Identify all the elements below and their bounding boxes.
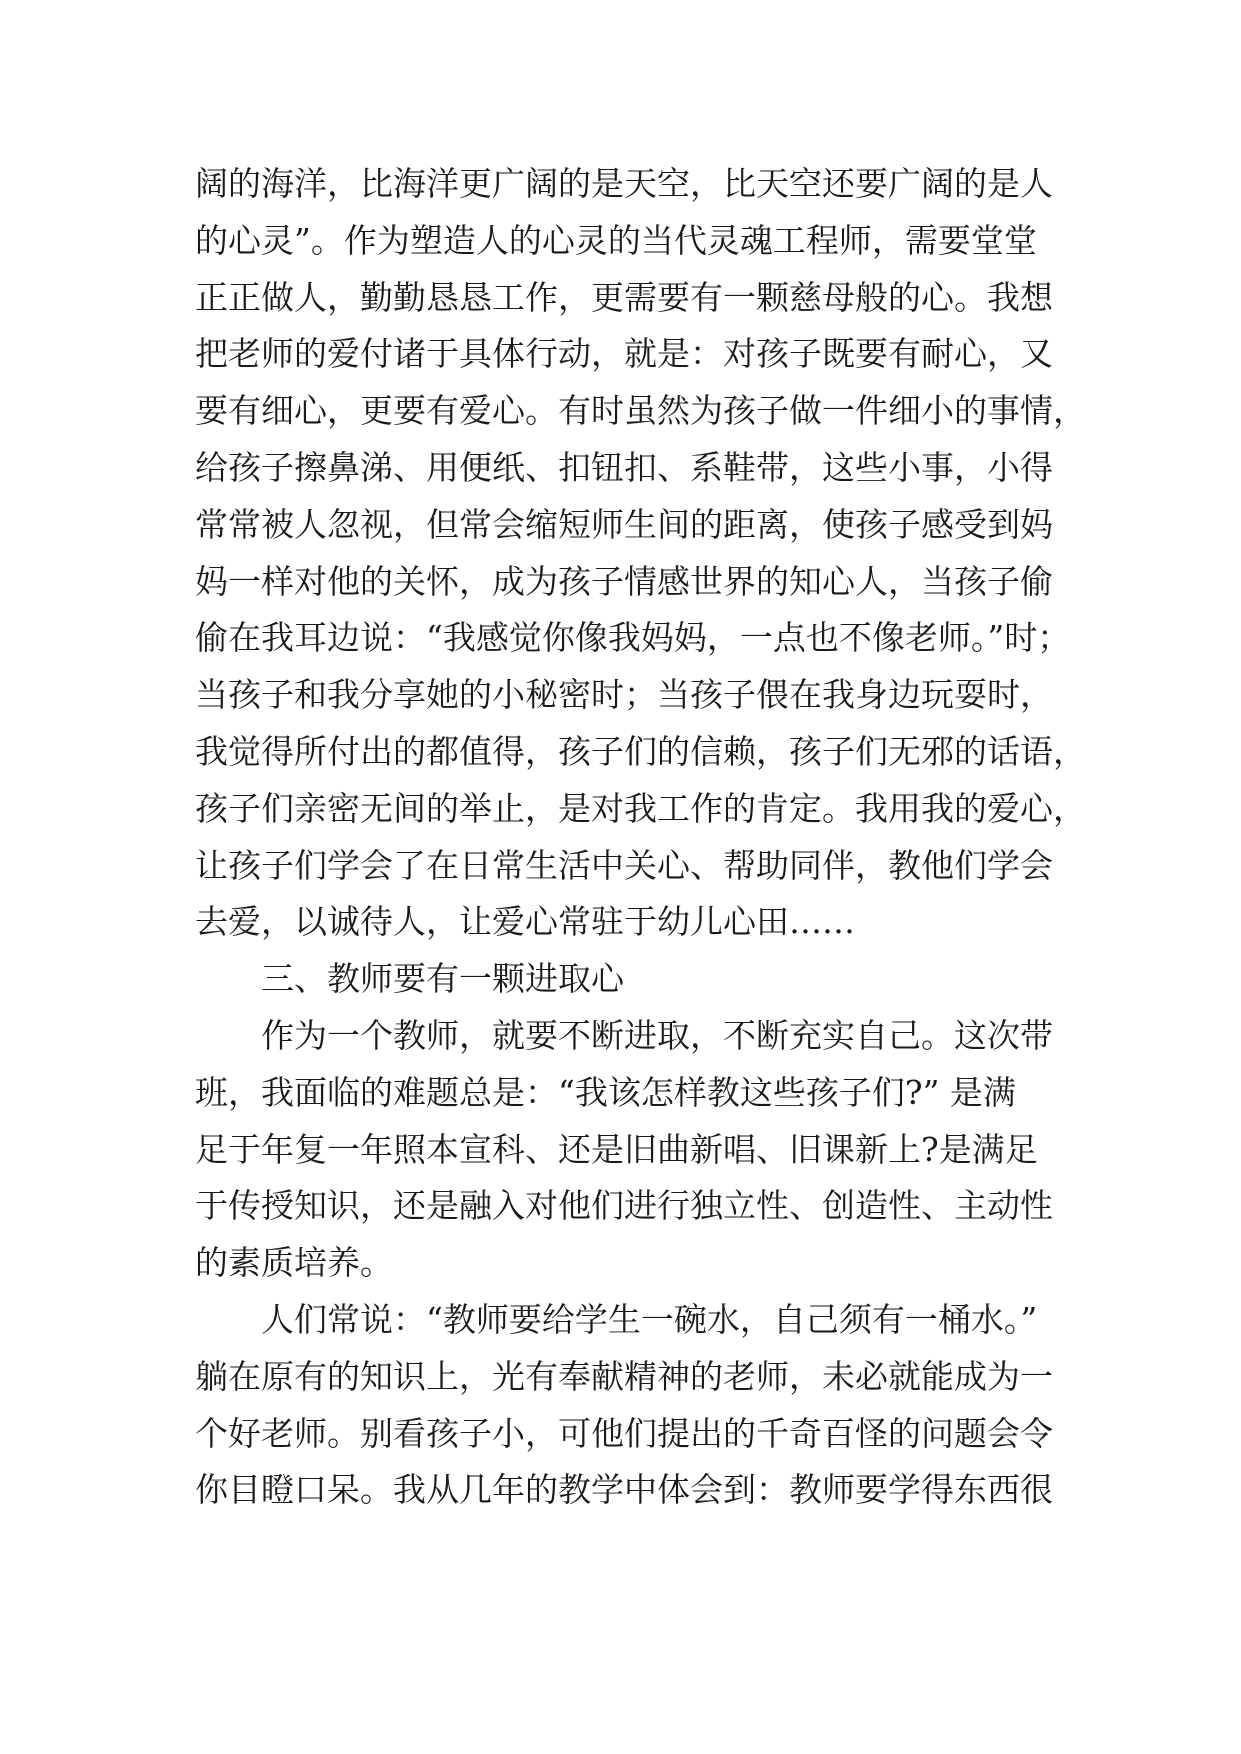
text-line: 足于年复一年照本宣科、还是旧曲新唱、旧课新上?是满足 [195, 1130, 1038, 1169]
text-line: 当孩子和我分享她的小秘密时；当孩子偎在我身边玩耍时， [195, 675, 1053, 714]
text-line: 人们常说：“教师要给学生一碗水，自己须有一桶水。” [261, 1300, 1038, 1339]
text-line: 妈一样对他的关怀，成为孩子情感世界的知心人，当孩子偷 [195, 562, 1053, 601]
section-heading: 三、教师要有一颗进取心 [261, 959, 624, 998]
text-line: 躺在原有的知识上，光有奉献精神的老师，未必就能成为一 [195, 1357, 1053, 1396]
text-line: 于传授知识，还是融入对他们进行独立性、创造性、主动性 [195, 1186, 1053, 1225]
text-line: 个好老师。别看孩子小，可他们提出的千奇百怪的问题会令 [195, 1414, 1053, 1453]
text-line: 把老师的爱付诸于具体行动，就是：对孩子既要有耐心，又 [195, 334, 1053, 373]
text-line: 的素质培养。 [195, 1243, 393, 1282]
text-line: 常常被人忽视，但常会缩短师生间的距离，使孩子感受到妈 [195, 505, 1053, 544]
text-line: 偷在我耳边说：“我感觉你像我妈妈，一点也不像老师。”时； [195, 618, 1071, 657]
text-line: 孩子们亲密无间的举止，是对我工作的肯定。我用我的爱心， [195, 789, 1086, 828]
text-line: 去爱，以诚待人，让爱心常驻于幼儿心田…… [195, 902, 855, 941]
text-line: 阔的海洋，比海洋更广阔的是天空，比天空还要广阔的是人 [195, 164, 1053, 203]
text-line: 你目瞪口呆。我从几年的教学中体会到：教师要学得东西很 [195, 1470, 1053, 1509]
text-line: 给孩子擦鼻涕、用便纸、扣钮扣、系鞋带，这些小事，小得 [195, 448, 1053, 487]
text-line: 班，我面临的难题总是：“我该怎样教这些孩子们?” 是满 [195, 1073, 1016, 1112]
text-line: 的心灵”。作为塑造人的心灵的当代灵魂工程师，需要堂堂 [195, 221, 1037, 260]
text-line: 要有细心，更要有爱心。有时虽然为孩子做一件细小的事情， [195, 391, 1086, 430]
text-line: 我觉得所付出的都值得，孩子们的信赖，孩子们无邪的话语， [195, 732, 1086, 771]
text-line: 作为一个教师，就要不断进取，不断充实自己。这次带 [261, 1016, 1053, 1055]
text-line: 让孩子们学会了在日常生活中关心、帮助同伴，教他们学会 [195, 846, 1053, 885]
text-line: 正正做人，勤勤恳恳工作，更需要有一颗慈母般的心。我想 [195, 278, 1053, 317]
